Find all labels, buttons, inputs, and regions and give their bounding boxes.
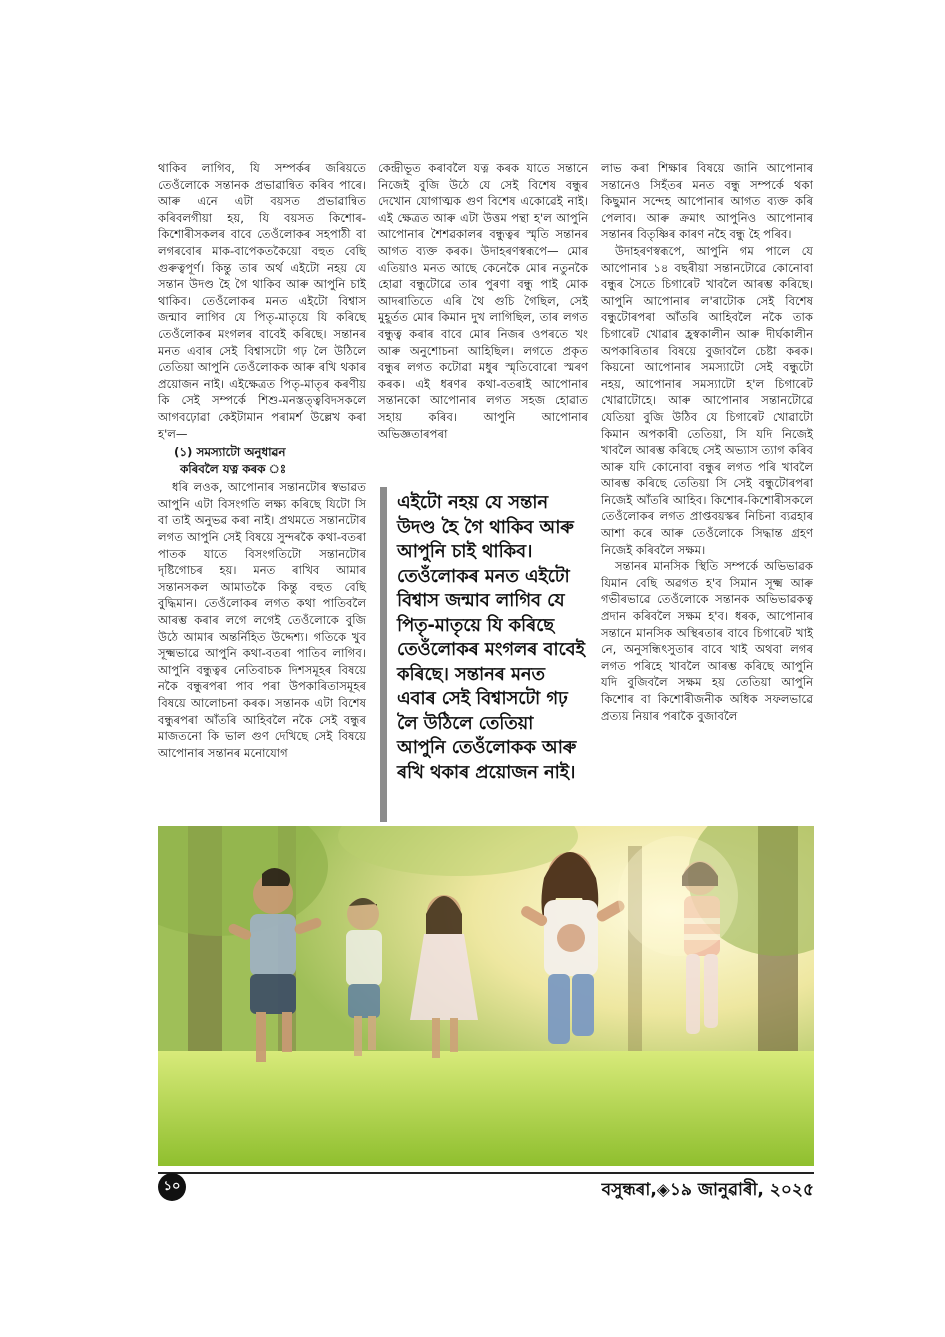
- page-number: ১০: [158, 1173, 186, 1201]
- pull-quote-text: এইটো নহয় যে সন্তান উদণ্ড হৈ গৈ থাকিব আৰু আপুনি চাই থাকিব। তেওঁলোকৰ মনত এইটো বিশ্বাস জন্মাব লাগিব যে পিতৃ-মাতৃয়ে যি কৰিছে তেওঁলোকৰ মংগলৰ বাবেই কৰিছে। সন্তানৰ মনত এবাৰ সেই বিশ্বাসটো গঢ় লৈ উঠিলে তেতিয়া আপুনি তেওঁলোকক আৰু ৰখি থকাৰ প্ৰয়োজন নাই।: [397, 492, 585, 783]
- photo-illustration: [158, 826, 814, 1166]
- section-heading-line-1: (১) সমস্যাটো অনুধাৱন: [174, 445, 286, 460]
- section-heading: [174, 444, 366, 477]
- children-running-photo: [158, 826, 814, 1166]
- column1-paragraph-1: থাকিব লাগিব, যি সম্পৰ্কৰ জৰিয়তে তেওঁলোকে সন্তানক প্ৰভাৱান্বিত কৰিব পাৰে। আৰু এনে এটা বয়সত প্ৰভাৱান্বিত কৰিবলগীয়া হয়, যি বয়সত কিশোৰ-কিশোৰীসকলৰ বাবে তেওঁলোকৰ সহপাঠী বা লগৰবোৰ মাক-বাপেকতকৈয়ো বহুত বেছি গুৰুত্বপূৰ্ণ। কিন্তু তাৰ অৰ্থ এইটো নহয় যে সন্তান উদণ্ড হৈ গৈ থাকিব আৰু আপুনি চাই থাকিব। তেওঁলোকৰ মনত এইটো বিশ্বাস জন্মাব লাগিব যে পিতৃ-মাতৃয়ে যি কৰিছে তেওঁলোকৰ মংগলৰ বাবেই কৰিছে। সন্তানৰ মনত এবাৰ সেই বিশ্বাসটো গঢ় লৈ উঠিলে তেতিয়া আপুনি তেওঁলোকক আৰু ৰখি থকাৰ প্ৰয়োজন নাই। এইক্ষেত্ৰত পিতৃ-মাতৃৰ কৰণীয় কি সেই সম্পৰ্কে শিশু-মনস্তত্ত্ববিদসকলে আগবঢ়োৱা কেইটামান পৰামৰ্শ উল্লেখ কৰা হ'ল—: [158, 161, 366, 441]
- footer-masthead: বসুন্ধৰা,◈১৯ জানুৱাৰী, ২০২৫: [601, 1180, 814, 1200]
- article-column-1: [158, 160, 366, 761]
- column3-paragraph-3: সন্তানৰ মানসিক স্থিতি সম্পৰ্কে অভিভাৱক যিমান বেছি অৱগত হ'ব সিমান সূক্ষ্ম আৰু গভীৰভাৱে তেওঁলোকে সন্তানক অভিভাৱকত্ব প্ৰদান কৰিবলৈ সক্ষম হ'ব। ধৰক, আপোনাৰ সন্তানে মানসিক অস্থিৰতাৰ বাবে চিগাৰেট খাই নে, অনুসন্ধিৎসুতাৰ বাবে খাই অথবা লগৰ লগত পৰিহে খাবলৈ আৰম্ভ কৰিছে আপুনি যদি বুজিবলৈ সক্ষম হয় তেতিয়া আপুনি কিশোৰ বা কিশোৰীজনীক অধিক সফলভাৱে প্ৰত্যয় নিয়াৰ পৰাকৈ বুজাবলৈ: [601, 559, 813, 723]
- article-column-3: [601, 160, 813, 724]
- footer-rule: [158, 1172, 814, 1174]
- article-column-2: [378, 160, 588, 442]
- column1-paragraph-2: ধৰি লওক, আপোনাৰ সন্তানটোৰ স্বভাৱত আপুনি এটা বিসংগতি লক্ষ্য কৰিছে যিটো সি বা তাই অনুভৱ কৰা নাই। প্ৰথমতে সন্তানটোৰ লগত আপুনি সেই বিষয়ে সুন্দৰকৈ কথা-বতৰা পাতক যাতে বিসংগতিটো সন্তানটোৰ দৃষ্টিগোচৰ হয়। মনত ৰাখিব আমাৰ সন্তানসকল আমাতকৈ কিন্তু বহুত বেছি বুদ্ধিমান। তেওঁলোকৰ লগত কথা পাতিবলৈ আৰম্ভ কৰাৰ লগে লগেই তেওঁলোকে বুজি উঠে আমাৰ অন্তৰ্নিহিত উদ্দেশ্য। গতিকে খুব সূক্ষ্মভাৱে আপুনি কথা-বতৰা পাতিব লাগিব। আপুনি বন্ধুত্বৰ নেতিবাচক দিশসমূহৰ বিষয়ে নকৈ বন্ধুৰপৰা পাব পৰা উপকাৰিতাসমূহৰ বিষয়ে আলোচনা কৰক। সন্তানক এটা বিশেষ বন্ধুৰপৰা আঁতৰি আহিবলৈ নকৈ সেই বন্ধুৰ মাজতনো কি ভাল গুণ দেখিছে সেই বিষয়ে আপোনাৰ সন্তানৰ মনোযোগ: [158, 480, 366, 760]
- column3-paragraph-2: উদাহৰণস্বৰূপে, আপুনি গম পালে যে আপোনাৰ ১৪ বছৰীয়া সন্তানটোৱে কোনোবা বন্ধুৰ সৈতে চিগাৰেট খাবলৈ আৰম্ভ কৰিছে। আপুনি আপোনাৰ ল'ৰাটোক সেই বিশেষ বন্ধুটোৰপৰা আঁতৰি আহিবলৈ নকৈ তাক চিগাৰেট খোৱাৰ হ্ৰস্বকালীন আৰু দীৰ্ঘকালীন অপকাৰিতাৰ বিষয়ে বুজাবলৈ চেষ্টা কৰক। কিয়নো আপোনাৰ সমস্যাটো সেই বন্ধুটো নহয়, আপোনাৰ সমস্যাটো হ'ল চিগাৰেট খোৱাটোহে। আৰু আপোনাৰ সন্তানটোৱে যেতিয়া বুজি উঠিব যে চিগাৰেট খোৱাটো কিমান অপকাৰী তেতিয়া, সি যদি নিজেই খাবলৈ আৰম্ভ কৰিছে সেই অভ্যাস ত্যাগ কৰিব আৰু যদি কোনোবা বন্ধুৰ লগত পৰি খাবলৈ আৰম্ভ কৰিছে তেতিয়া সি সেই বন্ধুটোৰপৰা নিজেই আঁতৰি আহিব। কিশোৰ-কিশোৰীসকলে তেওঁলোকৰ লগত প্ৰাপ্তবয়স্কৰ নিচিনা ব্যৱহাৰ আশা কৰে আৰু তেওঁলোকে সিদ্ধান্ত গ্ৰহণ নিজেই কৰিবলৈ সক্ষম।: [601, 243, 813, 557]
- column3-paragraph-1: লাভ কৰা শিক্ষাৰ বিষয়ে জানি আপোনাৰ সন্তানেও সিহঁতৰ মনত বন্ধু সম্পৰ্কে থকা কিছুমান সন্দেহ আপোনাৰ আগত ব্যক্ত কৰি পেলাব। আৰু ক্ৰমাৎ আপুনিও আপোনাৰ সন্তানৰ বিতৃষ্ণিৰ কাৰণ নহৈ বন্ধু হৈ পৰিব।: [601, 161, 813, 242]
- pull-quote: [380, 487, 586, 822]
- column2-paragraph-1: কেন্দ্ৰীভূত কৰাবলৈ যত্ন কৰক যাতে সন্তানে নিজেই বুজি উঠে যে সেই বিশেষ বন্ধুৰ দেখোন যোগাত্মক গুণ বিশেষ একোৱেই নাই। এই ক্ষেত্ৰত আৰু এটা উত্তম পন্থা হ'ল আপুনি আপোনাৰ শৈশৱকালৰ বন্ধুত্বৰ স্মৃতি সন্তানৰ আগত ব্যক্ত কৰক। উদাহৰণস্বৰূপে— মোৰ এতিয়াও মনত আছে কেনেকৈ মোৰ নতুনকৈ হোৱা বন্ধুটোৱে তাৰ পুৰণা বন্ধু পাই মোক আদৰাতিতে এৰি থৈ গুচি গৈছিল, সেই মুহূৰ্তত মোৰ কিমান দুখ লাগিছিল, তাৰ লগত বন্ধুত্ব কৰাৰ বাবে মোৰ নিজৰ ওপৰতে খং আৰু অনুশোচনা আহিছিল। লগতে প্ৰকৃত বন্ধুৰ লগত কটোৱা মধুৰ স্মৃতিবোৰো স্মৰণ কৰক। এই ধৰণৰ কথা-বতৰাই আপোনাৰ সন্তানকো আপোনাৰ লগত সহজ হোৱাত সহায় কৰিব। আপুনি আপোনাৰ অভিজ্ঞতাৰপৰা: [378, 161, 588, 441]
- section-heading-line-2: কৰিবলৈ যত্ন কৰক ঃ: [180, 461, 286, 476]
